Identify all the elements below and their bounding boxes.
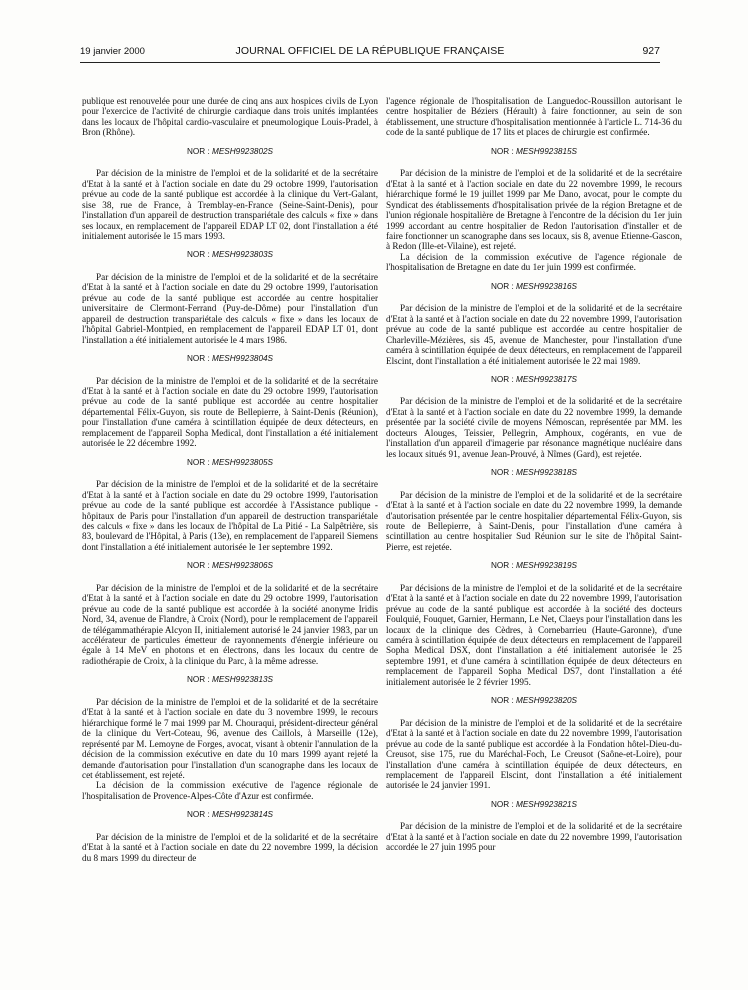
nor-reference: [386, 561, 682, 571]
decision-paragraph: Par décisions de la ministre de l'emploi et de la solidarité et de la secrétaire d'Etat à la santé et à l'action sociale en date du 22 novembre 1999, l'autorisation prévue au code de la santé publique est accordée à la société des docteurs Foulquié, Fouquet, Garnier, Hermann, Le Net, Claeys pour l'installation dans les locaux de la clinique des Cèdres, à Cornebarrieu (Haute-Garonne), d'une caméra à scintillation équipée de deux détecteurs en remplacement de l'appareil Sopha Medical DSX, dont l'installation a été initialement autorisée le 25 septembre 1991, et d'une caméra à scintillation équipée de deux détecteurs en remplacement de l'appareil Sopha Medical DS7, dont l'installation a été initialement autorisée le 2 février 1995.: [386, 582, 682, 687]
decision-paragraph: La décision de la commission exécutive de l'agence régionale de l'hospitalisation de Bretagne en date du 1er juin 1999 est confirmée.: [386, 251, 682, 273]
nor-prefix: NOR :: [186, 354, 210, 364]
nor-code: MESH9923815S: [516, 146, 578, 156]
decision-paragraph: publique est renouvelée pour une durée de cinq ans aux hospices civils de Lyon pour l'exercice de l'activité de chirurgie cardiaque dans trois unités implantées dans les locaux de l'hôpital cardio-vasculaire et pneumologique Louis-Pradel, à Bron (Rhône).: [82, 96, 378, 138]
nor-reference: [386, 282, 682, 292]
nor-code: MESH9923806S: [212, 561, 274, 571]
right-column: [386, 96, 682, 853]
nor-reference: [82, 561, 378, 571]
nor-prefix: NOR :: [186, 675, 210, 685]
nor-code: MESH9923820S: [516, 696, 578, 706]
nor-prefix: NOR :: [490, 281, 514, 291]
decision-paragraph: Par décision de la ministre de l'emploi et de la solidarité et de la secrétaire d'Etat à la santé et à l'action sociale en date du 22 novembre 1999, la demande d'autorisation présentée par le centre hospitalier départemental Félix-Guyon, sis route de Bellepierre, à Saint-Denis, pour l'installation d'une caméra à scintillation au centre hospitalier Sud Réunion sur le site de l'hôpital Saint-Pierre, est rejetée.: [386, 489, 682, 552]
nor-code: MESH9923803S: [212, 250, 274, 260]
nor-reference: [82, 675, 378, 685]
nor-code: MESH9923821S: [516, 799, 578, 809]
decision-paragraph: Par décision de la ministre de l'emploi et de la solidarité et de la secrétaire d'Etat à la santé et à l'action sociale en date du 22 novembre 1999, la demande présentée par la société civile de moyens Némoscan, représentée par MM. les docteurs Alouges, Teissier, Pellegrin, Amphoux, cogérants, en vue de l'installation d'un appareil d'imagerie par résonance magnétique nucléaire dans les locaux situés 91, avenue Jean-Prouvé, à Nîmes (Gard), est rejetée.: [386, 396, 682, 459]
nor-code: MESH9923813S: [212, 675, 274, 685]
nor-prefix: NOR :: [490, 146, 514, 156]
nor-prefix: NOR :: [490, 799, 514, 809]
decision-paragraph: Par décision de la ministre de l'emploi et de la solidarité et de la secrétaire d'Etat à la santé et à l'action sociale en date du 29 octobre 1999, l'autorisation prévue au code de la santé publique est accordée à la société anonyme Iridis Nord, 34, avenue de Flandre, à Croix (Nord), pour le remplacement de l'appareil de télégammathérapie Alcyon II, initialement autorisé le 24 janvier 1983, par un accélérateur de particules émetteur de rayonnements d'énergie inférieure ou égale à 14 MeV en photons et en électrons, dans les locaux du centre de radiothérapie de Croix, à la clinique du Parc, à la même adresse.: [82, 582, 378, 666]
decision-paragraph: Par décision de la ministre de l'emploi et de la solidarité et de la secrétaire d'Etat à la santé et à l'action sociale en date du 29 octobre 1999, l'autorisation prévue au code de la santé publique est accordée à la clinique du Vert-Galant, sise 38, rue de France, à Tremblay-en-France (Seine-Saint-Denis), pour l'installation d'un appareil de destruction transpariétale des calculs « fixe » dans ses locaux, en remplacement de l'appareil EDAP LT 02, dont l'installation a été initialement autorisée le 15 mars 1993.: [82, 168, 378, 241]
decision-paragraph: Par décision de la ministre de l'emploi et de la solidarité et de la secrétaire d'Etat à la santé et à l'action sociale en date du 22 novembre 1999, l'autorisation prévue au code de la santé publique est accordée à la Fondation hôtel-Dieu-du-Creusot, sise 175, rue du Maréchal-Foch, Le Creusot (Saône-et-Loire), pour l'installation d'une caméra à scintillation équipée de deux détecteurs, en remplacement de l'appareil Elscint, dont l'installation a été initialement autorisée le 24 janvier 1991.: [386, 717, 682, 791]
nor-code: MESH9923805S: [212, 457, 274, 467]
nor-reference: [386, 147, 682, 157]
nor-prefix: NOR :: [186, 146, 210, 156]
nor-code: MESH9923818S: [516, 468, 578, 478]
nor-reference: [82, 458, 378, 468]
nor-prefix: NOR :: [186, 250, 210, 260]
decision-paragraph: Par décision de la ministre de l'emploi et de la solidarité et de la secrétaire d'Etat à la santé et à l'action sociale en date du 22 novembre 1999, l'autorisation accordée le 27 juin 1995 pour: [386, 821, 682, 853]
nor-prefix: NOR :: [490, 561, 514, 571]
nor-reference: [386, 468, 682, 478]
decision-paragraph: Par décision de la ministre de l'emploi et de la solidarité et de la secrétaire d'Etat à la santé et à l'action sociale en date du 29 octobre 1999, l'autorisation prévue au code de la santé publique est accordée à l'Assistance publique - hôpitaux de Paris pour l'installation d'un appareil de destruction transpariétale des calculs « fixe » dans les locaux de l'hôpital de La Pitié - La Salpêtrière, sis 83, boulevard de l'Hôpital, à Paris (13e), en remplacement de l'appareil Siemens dont l'installation a été initialement autorisée le 1er septembre 1992.: [82, 479, 378, 552]
nor-reference: [82, 354, 378, 364]
nor-prefix: NOR :: [490, 468, 514, 478]
header-date: 19 janvier 2000: [80, 46, 145, 57]
journal-title: JOURNAL OFFICIEL DE LA RÉPUBLIQUE FRANÇAISE: [235, 45, 505, 57]
decision-paragraph: Par décision de la ministre de l'emploi et de la solidarité et de la secrétaire d'Etat à la santé et à l'action sociale en date du 29 octobre 1999, l'autorisation prévue au code de la santé publique est accordée au centre hospitalier départemental Félix-Guyon, sis route de Bellepierre, à Saint-Denis (Réunion), pour l'installation d'une caméra à scintillation équipée de deux détecteurs, en remplacement de l'appareil Sopha Medical, dont l'installation a été initialement autorisée le 22 décembre 1992.: [82, 375, 378, 449]
nor-prefix: NOR :: [186, 561, 210, 571]
nor-reference: [82, 250, 378, 260]
nor-reference: [386, 800, 682, 810]
nor-prefix: NOR :: [186, 457, 210, 467]
nor-code: MESH9923816S: [516, 281, 578, 291]
page-number: 927: [642, 45, 660, 57]
nor-code: MESH9923802S: [212, 146, 274, 156]
nor-code: MESH9923817S: [516, 374, 578, 384]
decision-paragraph: l'agence régionale de l'hospitalisation de Languedoc-Roussillon autorisant le centre hospitalier de Béziers (Hérault) à faire fonctionner, au sein de son établissement, une structure d'hospitalisation mentionnée à l'article L. 714-36 du code de la santé publique de 17 lits et places de chirurgie est confirmée.: [386, 96, 682, 138]
decision-paragraph: Par décision de la ministre de l'emploi et de la solidarité et de la secrétaire d'Etat à la santé et à l'action sociale en date du 22 novembre 1999, la décision du 8 mars 1999 du directeur de: [82, 831, 378, 863]
nor-reference: [386, 696, 682, 706]
decision-paragraph: Par décision de la ministre de l'emploi et de la solidarité et de la secrétaire d'Etat à la santé et à l'action sociale en date du 22 novembre 1999, l'autorisation prévue au code de la santé publique est accordée au centre hospitalier de Charleville-Mézières, sis 45, avenue de Manchester, pour l'installation d'une caméra à scintillation équipée de deux détecteurs, en remplacement de l'appareil Elscint, dont l'installation a été initialement autorisée le 22 mai 1989.: [386, 303, 682, 366]
nor-code: MESH9923819S: [516, 561, 578, 571]
nor-prefix: NOR :: [490, 696, 514, 706]
nor-prefix: NOR :: [490, 374, 514, 384]
decision-paragraph: Par décision de la ministre de l'emploi et de la solidarité et de la secrétaire d'Etat à la santé et à l'action sociale en date du 22 novembre 1999, le recours hiérarchique formé le 19 juillet 1999 par Me Dano, avocat, pour le compte du Syndicat des établissements d'hospitalisation privée de la région Bretagne et de l'union régionale hospitalière de Bretagne à l'encontre de la décision du 1er juin 1999 accordant au centre hospitalier de Redon l'autorisation d'installer et de faire fonctionner un scanographe dans ses locaux, sis 8, avenue Etienne-Gascon, à Redon (Ille-et-Vilaine), est rejeté.: [386, 168, 682, 252]
page-header: [80, 44, 660, 64]
nor-reference: [82, 810, 378, 820]
nor-prefix: NOR :: [186, 810, 210, 820]
header-rule: [80, 62, 660, 63]
nor-code: MESH9923804S: [212, 354, 274, 364]
decision-paragraph: Par décision de la ministre de l'emploi et de la solidarité et de la secrétaire d'Etat à la santé et à l'action sociale en date du 29 octobre 1999, l'autorisation prévue au code de la santé publique est accordée au centre hospitalier universitaire de Clermont-Ferrand (Puy-de-Dôme) pour l'installation d'un appareil de destruction transpariétale des calculs « fixe » dans les locaux de l'hôpital Gabriel-Montpied, en remplacement de l'appareil EDAP LT 01, dont l'installation a été initialement autorisée le 4 mars 1986.: [82, 271, 378, 345]
decision-paragraph: La décision de la commission exécutive de l'agence régionale de l'hospitalisation de Provence-Alpes-Côte d'Azur est confirmée.: [82, 780, 378, 801]
decision-paragraph: Par décision de la ministre de l'emploi et de la solidarité et de la secrétaire d'Etat à la santé et à l'action sociale en date du 3 novembre 1999, le recours hiérarchique formé le 7 mai 1999 par M. Chouraqui, président-directeur général de la clinique du Vert-Coteau, 96, avenue des Caillols, à Marseille (12e), représenté par M. Lemoyne de Forges, avocat, visant à obtenir l'annulation de la décision de la commission exécutive en date du 10 mars 1999 ayant rejeté la demande d'autorisation pour l'installation d'un scanographe dans les locaux de cet établissement, est rejeté.: [82, 696, 378, 781]
nor-code: MESH9923814S: [212, 810, 274, 820]
left-column: [82, 96, 378, 863]
nor-reference: [386, 375, 682, 385]
nor-reference: [82, 147, 378, 157]
